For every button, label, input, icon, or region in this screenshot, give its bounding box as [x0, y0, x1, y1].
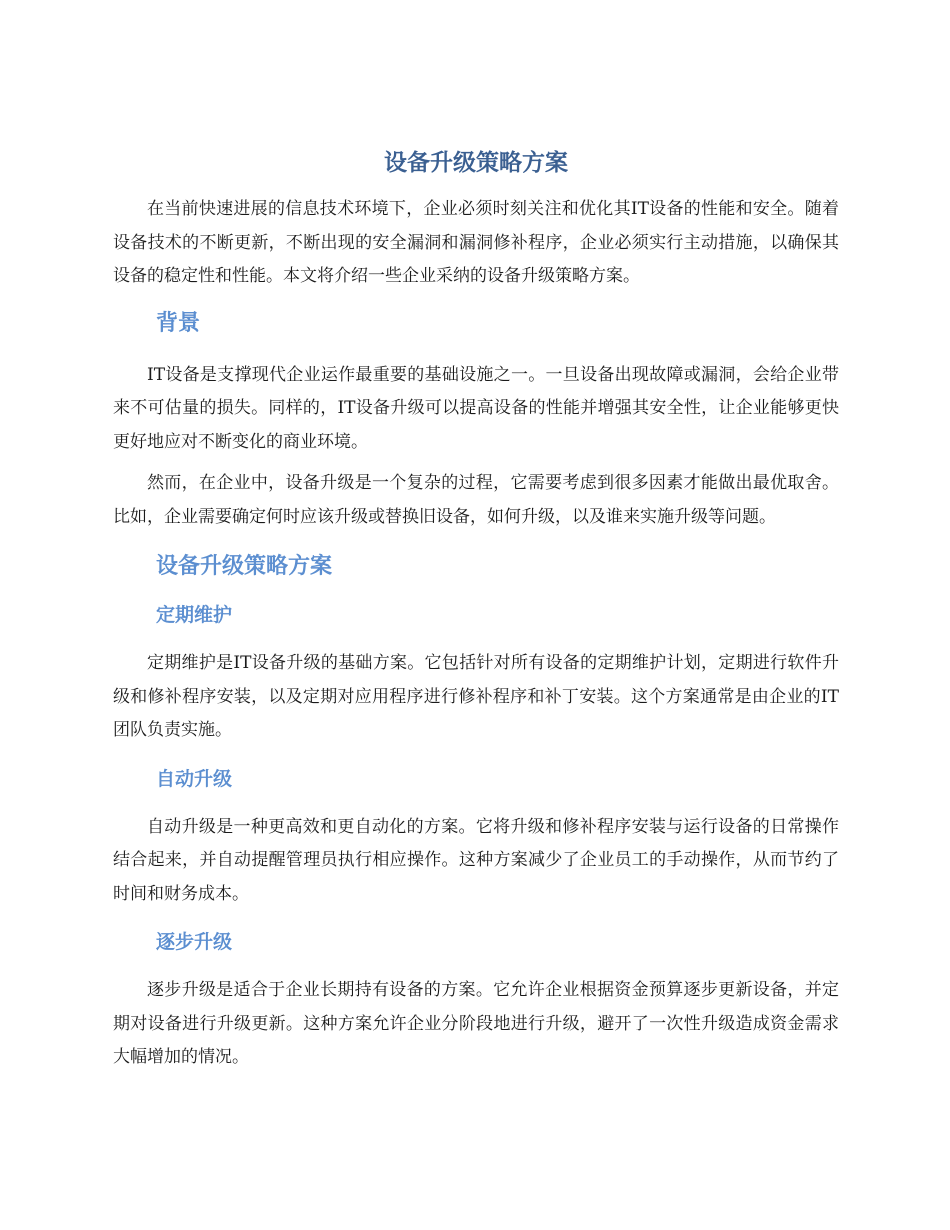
- subheading-auto-upgrade: 自动升级: [156, 767, 233, 790]
- paragraph-auto-upgrade: 自动升级是一种更高效和更自动化的方案。它将升级和修补程序安装与运行设备的日常操作结合起来，并自动提醒管理员执行相应操作。这种方案减少了企业员工的手动操作，从而节约了时间和财务成本。: [113, 816, 839, 904]
- background-paragraph-2: 然而，在企业中，设备升级是一个复杂的过程，它需要考虑到很多因素才能做出最优取舍。比如，企业需要确定何时应该升级或替换旧设备，如何升级，以及谁来实施升级等问题。: [113, 473, 839, 527]
- section-heading-background: 背景: [156, 310, 201, 336]
- paragraph-gradual-upgrade: 逐步升级是适合于企业长期持有设备的方案。它允许企业根据资金预算逐步更新设备，并定期对设备进行升级更新。这种方案允许企业分阶段地进行升级，避开了一次性升级造成资金需求大幅增加的情况。: [113, 980, 839, 1067]
- subheading-regular-maintenance: 定期维护: [156, 604, 233, 626]
- background-paragraph-1: IT设备是支撑现代企业运作最重要的基础设施之一。一旦设备出现故障或漏洞，会给企业带来不可估量的损失。同样的，IT设备升级可以提高设备的性能并增强其安全性，让企业能够更快更好地应对不断变化的商业环境。: [113, 364, 839, 452]
- subheading-gradual-upgrade: 逐步升级: [156, 931, 233, 953]
- section-heading-strategy: 设备升级策略方案: [156, 554, 333, 579]
- paragraph-regular-maintenance: 定期维护是IT设备升级的基础方案。它包括针对所有设备的定期维护计划，定期进行软件升级和修补程序安装，以及定期对应用程序进行修补程序和补丁安装。这个方案通常是由企业的IT团队负责实施。: [113, 653, 839, 740]
- document-page: [113, 145, 839, 1075]
- document-title: 设备升级策略方案: [384, 150, 568, 176]
- intro-paragraph: 在当前快速进展的信息技术环境下，企业必须时刻关注和优化其IT设备的性能和安全。随着设备技术的不断更新，不断出现的安全漏洞和漏洞修补程序，企业必须实行主动措施，以确保其设备的稳定性和性能。本文将介绍一些企业采纳的设备升级策略方案。: [113, 199, 839, 286]
